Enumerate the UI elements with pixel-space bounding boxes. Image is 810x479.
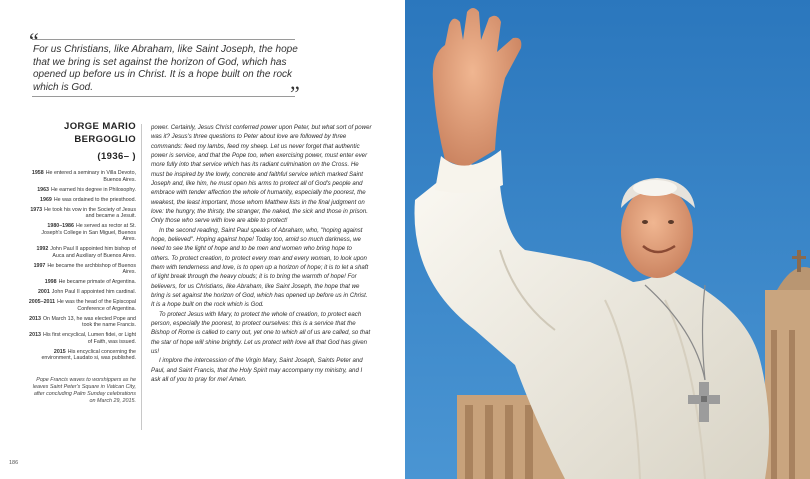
paragraph: power. Certainly, Jesus Christ conferred power upon Peter, but what sort of power was it? Jesus's three questions to Peter about love are followed by three commands: feed my lambs, feed my sheep. Let us never forget that authentic power is service, and that the Pope too, when exercising power, must enter ever more fully into that service which has its radiant culmination on the Cross. He must be inspired by the lowly, concrete and faithful service which marked Saint Joseph and, like him, he must open his arms to protect all of God's people and embrace with tender affection the whole of humanity, especially the poorest, the weakest, the least important, those whom Matthew lists in the final judgment on love: the hungry, the thirsty, the stranger, the naked, the sick and those in prison. Only those who serve with love are able to protect! xyxy=(151,124,372,225)
timeline-text: He was the head of the Episcopal Conference of Argentina. xyxy=(57,299,136,312)
timeline-year: 2005–2011 xyxy=(28,299,56,305)
timeline xyxy=(28,170,136,362)
timeline-year: 1973 xyxy=(30,206,43,213)
biography-sidebar xyxy=(28,120,136,405)
timeline-entry xyxy=(28,197,136,204)
timeline-entry xyxy=(28,246,136,259)
timeline-text: John Paul II appointed him cardinal. xyxy=(51,289,136,295)
timeline-text: He served as rector at St. Joseph's College in San Miguel, Buenos Aires. xyxy=(41,223,136,242)
pope-face xyxy=(621,186,693,278)
timeline-year: 2001 xyxy=(37,289,50,295)
quote-rule-bottom xyxy=(32,96,295,97)
timeline-year: 1963 xyxy=(37,186,49,193)
timeline-entry xyxy=(28,289,136,296)
timeline-entry xyxy=(28,170,136,183)
timeline-year: 1998 xyxy=(44,279,57,285)
timeline-year: 1969 xyxy=(40,196,52,203)
timeline-entry xyxy=(28,187,136,194)
timeline-year: 2015 xyxy=(53,348,66,355)
bio-dates: (1936– ) xyxy=(97,151,136,162)
timeline-entry xyxy=(28,332,136,345)
timeline-entry xyxy=(28,263,136,276)
timeline-text: He was ordained to the priesthood. xyxy=(53,196,136,203)
timeline-text: He became primate of Argentina. xyxy=(58,279,136,285)
pope-waving-photo xyxy=(405,0,810,479)
timeline-entry xyxy=(28,279,136,286)
paragraph: I implore the intercession of the Virgin Mary, Saint Joseph, Saints Peter and Paul, and Saint Francis, that the Holy Spirit may accompany my ministry, and I ask all of you to pray for me! Amen. xyxy=(151,357,363,383)
timeline-year: 2013 xyxy=(29,332,41,338)
timeline-year: 1997 xyxy=(33,262,46,269)
timeline-text: His encyclical concerning the environment, Laudato si, was published. xyxy=(41,348,136,361)
timeline-text: He earned his degree in Philosophy. xyxy=(50,186,136,193)
timeline-entry xyxy=(28,207,136,220)
timeline-year: 2013 xyxy=(29,315,41,322)
column-divider xyxy=(141,124,142,430)
close-quote-mark: ” xyxy=(290,81,300,106)
right-page xyxy=(405,0,810,479)
quote-rule-top xyxy=(32,39,295,40)
open-quote-mark: “ xyxy=(29,28,39,53)
timeline-year: 1958 xyxy=(31,170,44,176)
timeline-text: He took his vow in the Society of Jesus and became a Jesuit. xyxy=(44,206,136,219)
bio-name xyxy=(28,120,136,163)
timeline-year: 1980–1986 xyxy=(47,223,74,229)
timeline-entry xyxy=(28,316,136,329)
timeline-text: On March 13, he was elected Pope and took the name Francis. xyxy=(42,315,136,328)
timeline-entry xyxy=(28,299,136,312)
bio-name-line2: BERGOGLIO xyxy=(74,134,136,145)
timeline-entry xyxy=(28,349,136,362)
bio-name-line1: JORGE MARIO xyxy=(64,121,136,132)
pull-quote: For us Christians, like Abraham, like Saint Joseph, the hope that we bring is set against the horizon of God, which has opened up before us in Christ. It is a hope built on the rock which is God. xyxy=(33,44,298,93)
timeline-text: He became the archbishop of Buenos Aires. xyxy=(47,262,136,275)
timeline-year: 1992 xyxy=(36,246,49,252)
page-number: 186 xyxy=(9,460,19,466)
paragraph: In the second reading, Saint Paul speaks of Abraham, who, "hoping against hope, believed". Hoping against hope! Today too, amid so much darkness, we need to see the light of hope and to be men and women who bring hope to others. To protect creation, to protect every man and every woman, to look upon them with tenderness and love, is to open up a horizon of hope; it is to let a shaft of light break through the heavy clouds; it is to bring the warmth of hope! For believers, for us Christians, like Abraham, like Saint Joseph, the hope that we bring is set against the horizon of God, which has opened up before us in Christ. It is a hope built on the rock which is God. xyxy=(151,226,369,309)
timeline-entry xyxy=(28,223,136,243)
timeline-text: John Paul II appointed him bishop of Auca and Auxiliary of Buenos Aires. xyxy=(50,246,136,259)
homily-text xyxy=(151,123,372,384)
paragraph: To protect Jesus with Mary, to protect the whole of creation, to protect each person, especially the poorest, to protect ourselves: this is a service that the Bishop of Rome is called to carry out, yet one to which all of us are called, so that the star of hope will shine brightly. Let us protect with love all that God has given us! xyxy=(151,310,371,355)
timeline-text: He entered a seminary in Villa Devoto, Buenos Aires. xyxy=(45,170,136,183)
photo-caption: Pope Francis waves to worshippers as he leaves Saint Peter's Square in Vatican City, after concluding Palm Sunday celebrations on March 29, 2015. xyxy=(32,376,136,404)
timeline-text: His first encyclical, Lumen fidei, or Light of Faith, was issued. xyxy=(42,332,136,345)
